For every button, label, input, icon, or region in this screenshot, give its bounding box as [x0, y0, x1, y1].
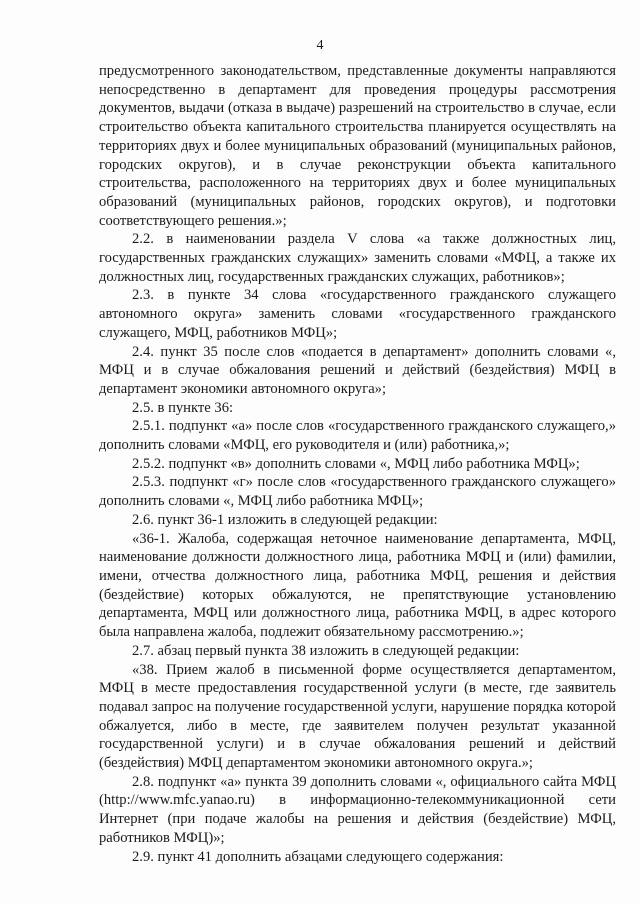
paragraph-continuation: предусмотренного законодательством, представленные документы направляются непосредственно в департамент для проведения процедуры рассмотрения документов, выдачи (отказа в выдаче) разрешений на строительство в случае, если строительство объекта капитального строительства планируется осуществлять на территориях двух и более муниципальных образований (муниципальных районов, городских округов), и в случае реконструкции объекта капитального строительства, расположенного на территориях двух и более муниципальных образований (муниципальных районов, городских округов), и подготовки соответствующего решения.»; — [99, 63, 616, 229]
paragraph-2-6: 2.6. пункт 36-1 изложить в следующей редакции: — [132, 511, 438, 528]
paragraph-2-2: 2.2. в наименовании раздела V слова «а также должностных лиц, государственных гражданских служащих» заменить словами «МФЦ, а также их должностных лиц, государственных гражданских служащих, работников»; — [99, 231, 616, 285]
paragraph-2-5-1: 2.5.1. подпункт «а» после слов «государственного гражданского служащего,» дополнить словами «МФЦ, его руководителя и (или) работника,»; — [99, 418, 616, 454]
paragraph-2-8: 2.8. подпункт «а» пункта 39 дополнить словами «, официального сайта МФЦ (http://www.mfc.yanao.ru) в информационно-телекоммуникационной сети Интернет (при подаче жалобы на решения и действия (бездействие) МФЦ, работников МФЦ)»; — [99, 773, 616, 846]
document-body — [99, 62, 616, 866]
paragraph-38-text: «38. Прием жалоб в письменной форме осуществляется департаментом, МФЦ в месте предоставления государственной услуги (в месте, где заявитель подавал запрос на получение государственной услуги, нарушение порядка которой обжалуется, либо в месте, где заявителем получен результат указанной государственной услуги) и в случае обжалования решений и действий (бездействия) МФЦ департаментом экономики автономного округа.»; — [99, 661, 616, 772]
paragraph-2-3: 2.3. в пункте 34 слова «государственного гражданского служащего автономного округа» заменить словами «государственного гражданского служащего, МФЦ, работников МФЦ»; — [99, 287, 616, 341]
paragraph-2-7: 2.7. абзац первый пункта 38 изложить в следующей редакции: — [132, 642, 520, 659]
paragraph-2-5-3: 2.5.3. подпункт «г» после слов «государственного гражданского служащего» дополнить словами «, МФЦ либо работника МФЦ»; — [99, 474, 616, 510]
paragraph-2-4: 2.4. пункт 35 после слов «подается в департамент» дополнить словами «, МФЦ и в случае обжалования решений и действий (бездействия) МФЦ в департамент экономики автономного округа»; — [99, 343, 616, 397]
paragraph-2-9: 2.9. пункт 41 дополнить абзацами следующего содержания: — [132, 848, 504, 865]
paragraph-2-5-2: 2.5.2. подпункт «в» дополнить словами «, МФЦ либо работника МФЦ»; — [132, 455, 580, 472]
paragraph-2-5: 2.5. в пункте 36: — [132, 399, 234, 416]
page-number: 4 — [316, 38, 324, 53]
paragraph-36-1-text: «36-1. Жалоба, содержащая неточное наименование департамента, МФЦ, наименование должности должностного лица, работника МФЦ и (или) фамилии, имени, отчества должностного лица, работника МФЦ, решения и действия (бездействие) которых обжалуются, не препятствующие установлению департамента, МФЦ или должностного лица, работника МФЦ, в адрес которого была направлена жалоба, подлежит обязательному рассмотрению.»; — [99, 530, 616, 641]
